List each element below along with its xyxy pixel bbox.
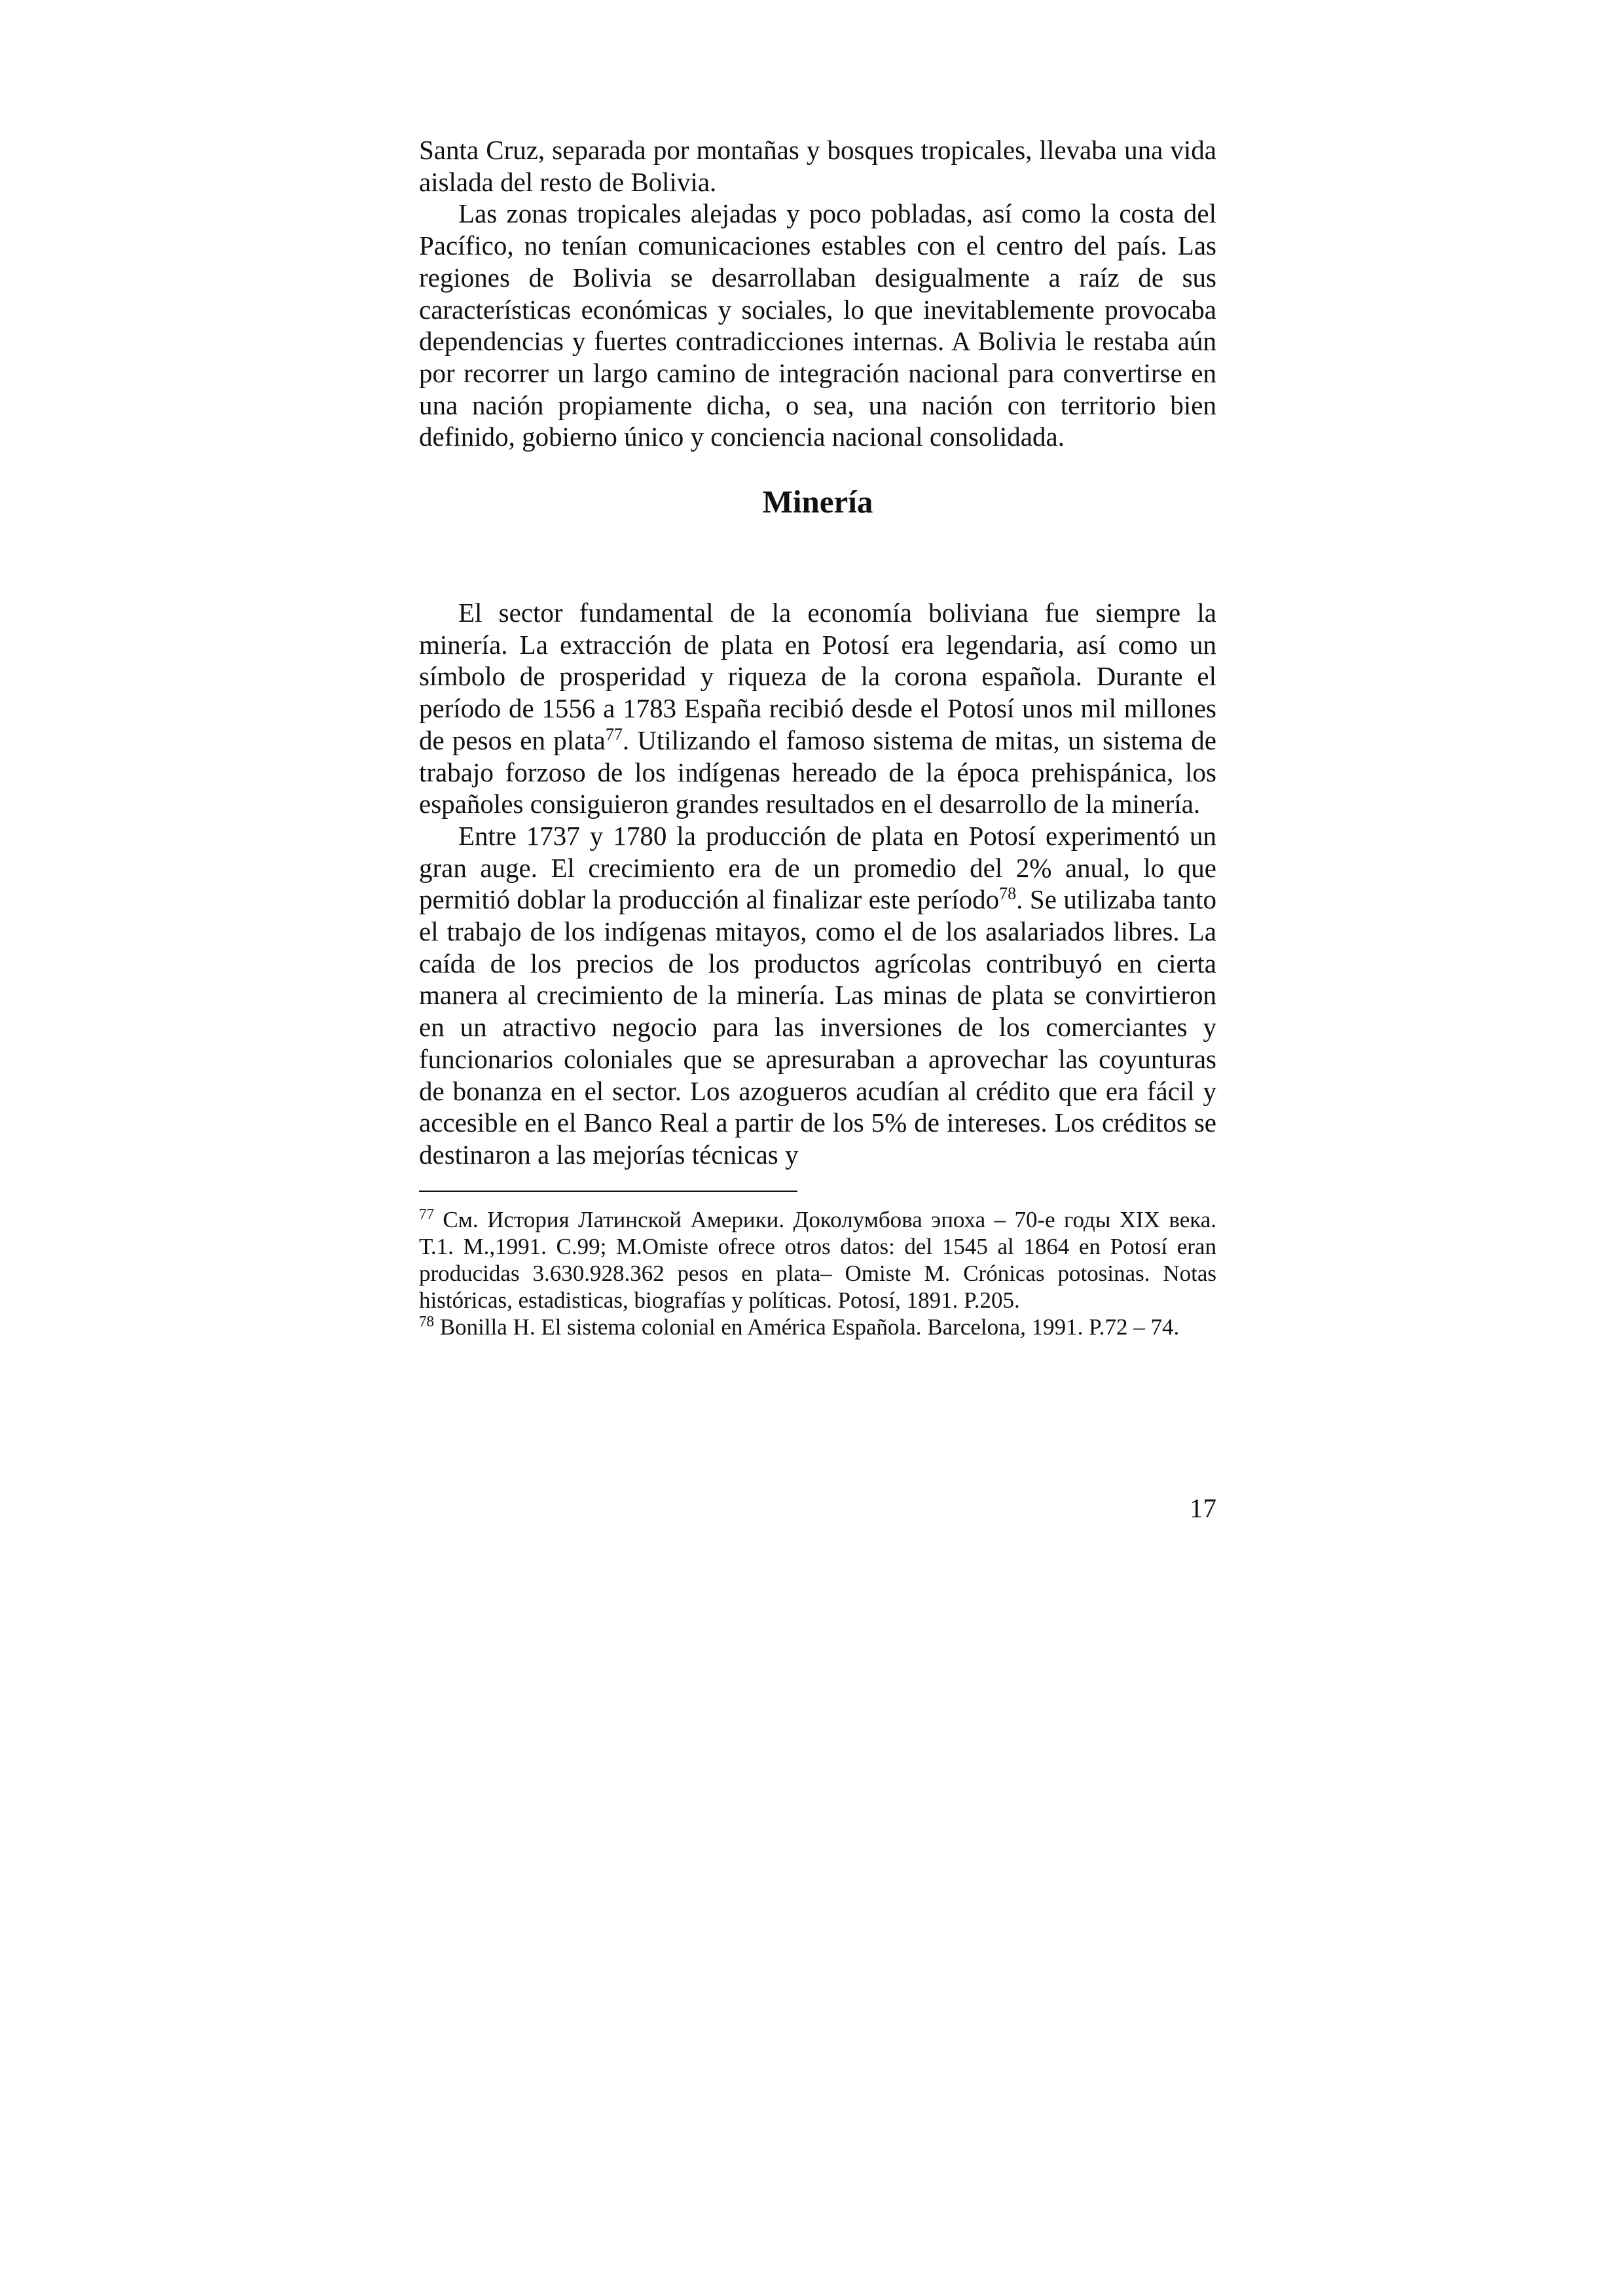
section-heading-mineria: Minería bbox=[762, 484, 873, 520]
footnote-text: См. История Латинской Америки. Доколумбова эпоха – 70-е годы XIX века. Т.1. М.,1991. С.99; M.Omiste ofrece otros datos: del 1545 al 1864 en Potosí eran producidas 3.630.928.362 pesos en plata– Omiste M. Crónicas potosinas. Notas históricas, estadisticas, biografías y políticas. Potosí, 1891. P.205. bbox=[419, 1206, 1216, 1313]
footnote-78 bbox=[419, 1314, 1216, 1340]
footnote-number: 77 bbox=[419, 1206, 434, 1223]
footnote-text: Bonilla H. El sistema colonial en América Española. Barcelona, 1991. P.72 – 74. bbox=[434, 1314, 1180, 1340]
paragraph-text: El sector fundamental de la economía boliviana fue siempre la minería. La extracción de plata en Potosí era legendaria, así como un símbolo de prosperidad y riqueza de la corona española. Durante el período de 1556 a 1783 España recibió desde el Potosí unos mil millones de pesos en plata bbox=[419, 598, 1216, 755]
paragraph-zonas-tropicales: Las zonas tropicales alejadas y poco pobladas, así como la costa del Pacífico, no tenían comunicaciones estables con el centro del país. Las regiones de Bolivia se desarrollaban desigualmente a raíz de sus características económicas y sociales, lo que inevitablemente provocaba dependencias y fuertes contradicciones internas. A Bolivia le restaba aún por recorrer un largo camino de integración nacional para convertirse en una nación propiamente dicha, o sea, una nación con territorio bien definido, gobierno único y conciencia nacional consolidada. bbox=[419, 198, 1216, 452]
paragraph-text: . Utilizando el famoso sistema de mitas, un sistema de trabajo forzoso de los indígenas hereado de la época prehispánica, los españoles consiguieron grandes resultados en el desarrollo de la minería. bbox=[419, 725, 1216, 819]
paragraph-santa-cruz: Santa Cruz, separada por montañas y bosques tropicales, llevaba una vida aislada del resto de Bolivia. bbox=[419, 135, 1216, 197]
paragraph-text: . Se utilizaba tanto el trabajo de los indígenas mitayos, como el de los asalariados libres. La caída de los precios de los productos agrícolas contribuyó en cierta manera al crecimiento de la minería. Las minas de plata se convirtieron en un atractivo negocio para las inversiones de los comerciantes y funcionarios coloniales que se apresuraban a aprovechar las coyunturas de bonanza en el sector. Los azogueros acudían al crédito que era fácil y accesible en el Banco Real a partir de los 5% de intereses. Los créditos se destinaron a las mejorías técnicas y bbox=[419, 884, 1216, 1170]
footnote-77 bbox=[419, 1206, 1216, 1314]
page-body bbox=[419, 134, 1216, 1340]
footnote-ref-78[interactable]: 78 bbox=[999, 884, 1017, 903]
paragraph-text: Entre 1737 y 1780 la producción de plata en Potosí experimentó un gran auge. El crecimiento era de un promedio del 2% anual, lo que permitió doblar la producción al finalizar este período bbox=[419, 820, 1216, 915]
page-number: 17 bbox=[1190, 1493, 1216, 1523]
footnote-divider bbox=[419, 1191, 797, 1192]
footnote-ref-77[interactable]: 77 bbox=[605, 725, 623, 744]
paragraph-produccion-plata bbox=[419, 820, 1216, 1171]
footnote-number: 78 bbox=[419, 1313, 434, 1330]
paragraph-sector-fundamental bbox=[419, 597, 1216, 820]
